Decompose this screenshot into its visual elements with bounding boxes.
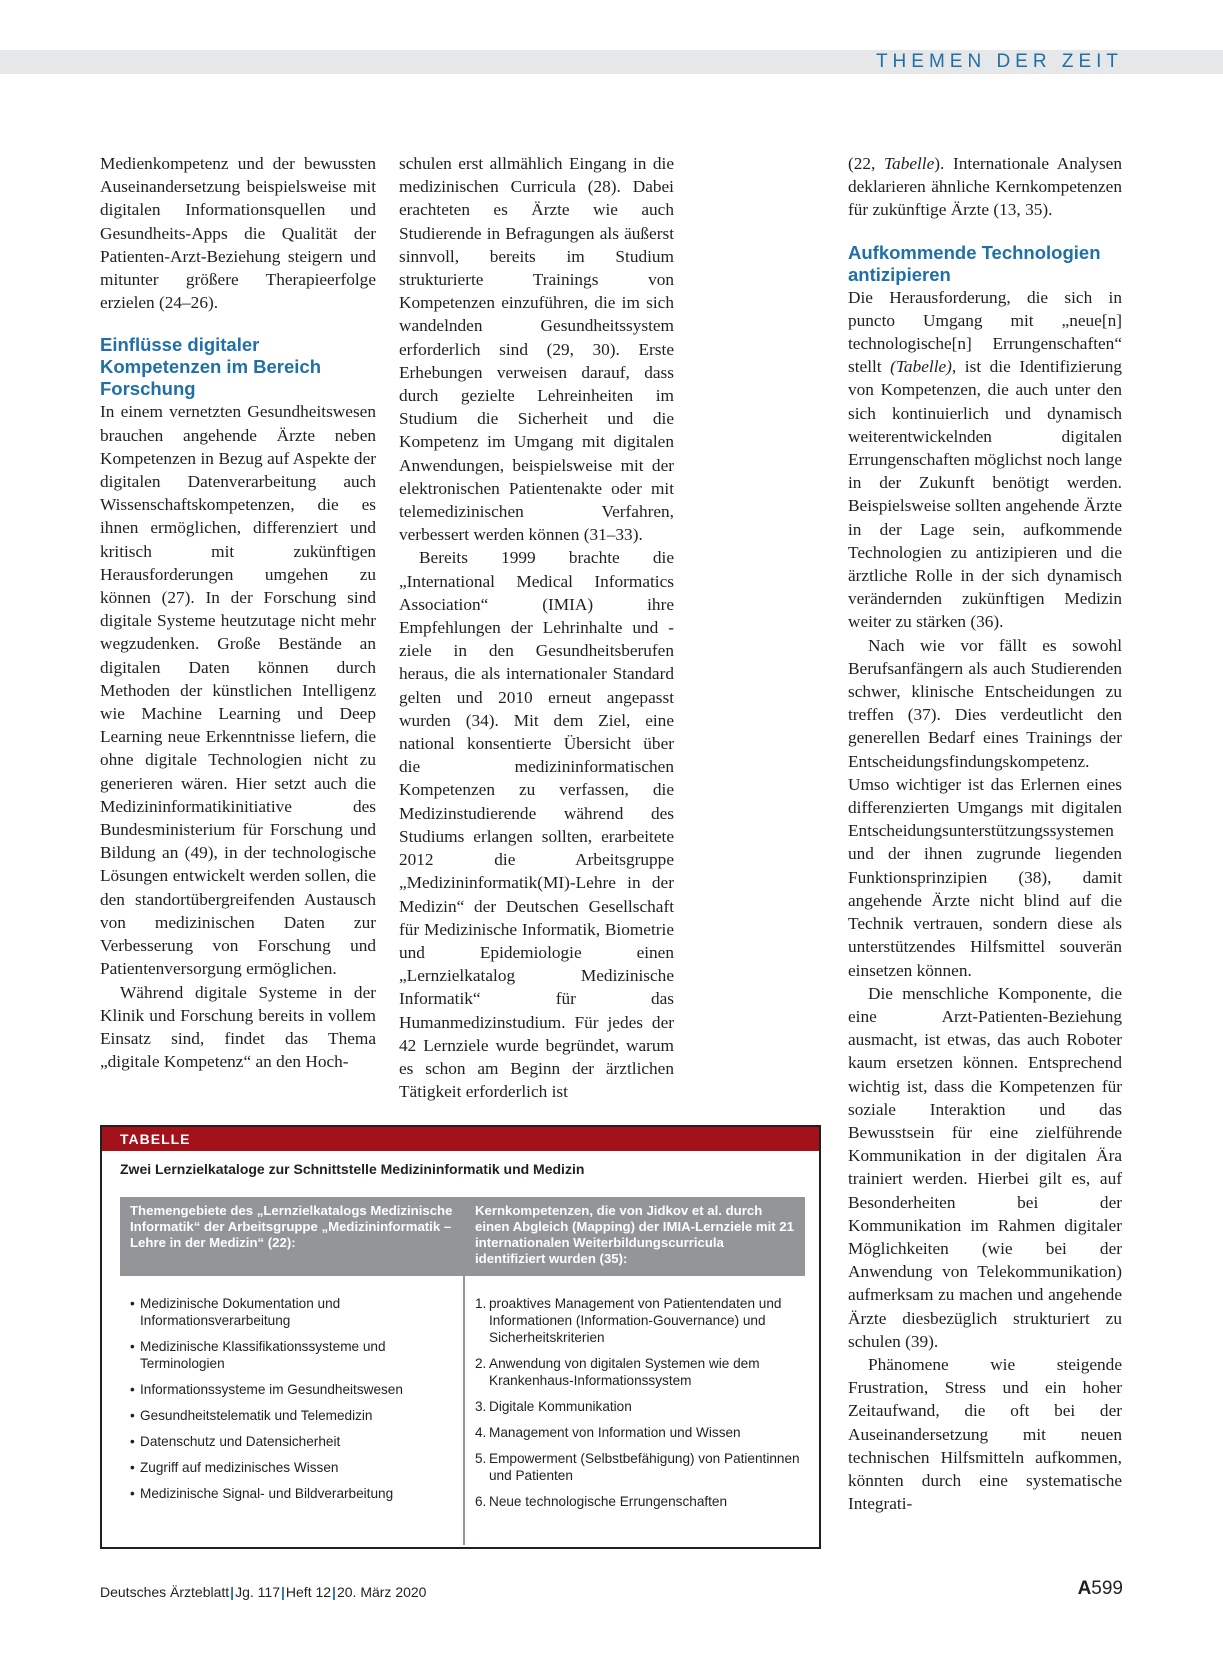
bullet-icon: • — [130, 1339, 135, 1354]
item-number: 2. — [475, 1356, 487, 1371]
topic-item — [130, 1381, 450, 1398]
date: 20. März 2020 — [336, 1584, 427, 1600]
topic-item — [130, 1433, 450, 1450]
topic-item — [130, 1407, 450, 1424]
topic-item — [130, 1338, 450, 1372]
competency-item — [475, 1398, 803, 1415]
column-divider — [463, 1197, 465, 1545]
paragraph: Nach wie vor fällt es sowohl Berufsanfängern als auch Studierenden schwer, klinische Entscheidungen zu treffen (37). Dies verdeutlicht den generellen Bedarf eines Trainings der Entscheidungsfindungskompetenz. Umso wichtiger ist das Erlernen eines differenzierten Umgangs mit digitalen Entscheidungsunterstützungssystemen und der ihnen zugrunde liegenden Funktionsprinzipien (38), damit angehende Ärzte nicht blind auf die Technik vertrauen, sondern diese als unterstützendes Hilfsmittel souverän einsetzen können. — [848, 635, 1122, 980]
section-title: THEMEN DER ZEIT — [875, 51, 1123, 72]
table-reference: (Tabelle) — [890, 357, 952, 377]
table-column-header: Kernkompetenzen, die von Jidkov et al. durch einen Abgleich (Mapping) der IMIA-Lernziele mit 21 internationalen Weiterbildungscurricula identifiziert wurden (35): — [465, 1197, 805, 1275]
topic-item-text: Medizinische Klassifikationssysteme und Terminologien — [140, 1339, 386, 1371]
topic-item-text: Gesundheitstelematik und Telemedizin — [140, 1408, 373, 1423]
topic-item — [130, 1485, 450, 1502]
bullet-icon: • — [130, 1382, 135, 1397]
topic-item-text: Zugriff auf medizinisches Wissen — [140, 1460, 339, 1475]
volume: Jg. 117 — [235, 1584, 280, 1600]
paragraph: schulen erst allmählich Eingang in die medizinischen Curricula (28). Dabei erachteten es Ärzte wie auch Studierende in Befragungen als äußerst sinnvoll, bereits im Studium strukturierte Trainings von Kompetenzen einzuführen, die im sich wandelnden Gesundheitssystem erforderlich sind (29, 30). Erste Erhebungen verweisen darauf, dass durch gezielte Lehreinheiten im Studium die Sicherheit und die Kompetenz im Umgang mit digitalen Anwendungen, beispielsweise mit der elektronischen Patientenakte oder mit telemedizinischen Verfahren, verbessert werden können (31–33). — [399, 154, 674, 545]
competency-item-text: proaktives Management von Patientendaten und Informationen (Information-Gouvernance) und Sicherheitskriterien — [489, 1296, 782, 1345]
competency-item — [475, 1450, 803, 1484]
paragraph: Phänomene wie steigende Frustration, Stress und ein hoher Zeitaufwand, die oft bei der Auseinandersetzung mit neuen technischen Hilfsmitteln aufkommen, könnten durch eine systematische Integrati- — [848, 1354, 1122, 1514]
competency-item-text: Empowerment (Selbstbefähigung) von Patientinnen und Patienten — [489, 1451, 800, 1483]
paragraph: (22, Tabelle). Internationale Analysen deklarieren ähnliche Kernkompetenzen für zukünftige Ärzte (13, 35). — [848, 154, 1122, 220]
topic-item-text: Medizinische Signal- und Bildverarbeitung — [140, 1486, 394, 1501]
item-number: 4. — [475, 1425, 487, 1440]
issue: Heft 12 — [285, 1584, 332, 1600]
item-number: 3. — [475, 1399, 487, 1414]
bullet-icon: • — [130, 1486, 135, 1501]
article-column-1 — [100, 152, 376, 1073]
separator: | — [332, 1584, 336, 1600]
paragraph: Bereits 1999 brachte die „International Medical Informatics Association“ (IMIA) ihre Empfehlungen der Lehrinhalte und -ziele in den Gesundheitsberufen heraus, die als internationaler Standard gelten und 2010 erneut angepasst wurden (34). Mit dem Ziel, eine national konsentierte Übersicht über die medizininformatischen Kompetenzen zu verfassen, die Medizinstudierende während des Studiums erlangen sollten, erarbeitete 2012 die Arbeitsgruppe „Medizininformatik(MI)-Lehre in der Medizin“ der Deutschen Gesellschaft für Medizinische Informatik, Biometrie und Epidemiologie einen „Lernzielkatalog Medizinische Informatik“ für das Humanmedizinstudium. Für jedes der 42 Lernziele wurde begründet, warum es schon am Beginn der ärztlichen Tätigkeit erforderlich ist — [399, 548, 674, 1102]
topic-list — [130, 1295, 450, 1511]
competency-item — [475, 1295, 803, 1346]
paragraph: Die Herausforderung, die sich in puncto Umgang mit „neue[n] technologische[n] Errungenschaften“ stellt (Tabelle), ist die Identifizierung von Kompetenzen, die auch unter den sich kontinuierlich und dynamisch weiterentwickelnden digitalen Errungenschaften möglichst noch lange in der Zukunft benötigt werden. Beispielsweise sollten angehende Ärzte in der Lage sein, aufkommende Technologien zu antizipieren und die ärztliche Rolle in der sich dynamisch verändernden zukünftigen Medizin weiter zu stärken (36). — [848, 287, 1123, 632]
footer — [100, 1584, 426, 1600]
competency-item-text: Anwendung von digitalen Systemen wie dem Krankenhaus-Informationssystem — [489, 1356, 760, 1388]
item-number: 5. — [475, 1451, 487, 1466]
article-column-3 — [848, 152, 1122, 1515]
topic-item-text: Medizinische Dokumentation und Informationsverarbeitung — [140, 1296, 341, 1328]
table-tag: TABELLE — [102, 1127, 819, 1151]
paragraph: In einem vernetzten Gesundheitswesen brauchen angehende Ärzte neben Kompetenzen in Bezug auf Aspekte der digitalen Datenverarbeitung auch Wissenschaftskompetenzen, die es ihnen ermöglichen, differenziert und kritisch mit zukünftigen Herausforderungen umgehen zu können (27). In der Forschung sind digitale Systeme heutzutage nicht mehr wegzudenken. Große Bestände an digitalen Daten können durch Methoden der künstlichen Intelligenz wie Machine Learning und Deep Learning neue Erkenntnisse liefern, die ohne digitale Technologien nicht zu generieren wären. Hier setzt auch die Medizininformatikinitiative des Bundesministerium für Forschung und Bildung an (49), in der technologische Lösungen entwickelt werden sollen, die den standortübergreifenden Austausch von medizinischen Daten zur Verbesserung von Forschung und Patientenversorgung ermöglichen. — [100, 402, 376, 979]
competency-item — [475, 1355, 803, 1389]
competency-item-text: Digitale Kommunikation — [489, 1399, 632, 1414]
bullet-icon: • — [130, 1296, 135, 1311]
competency-item — [475, 1424, 803, 1441]
table-reference: Tabelle — [884, 154, 935, 173]
topic-item — [130, 1295, 450, 1329]
table-title: Zwei Lernzielkataloge zur Schnittstelle Medizininformatik und Medizin — [120, 1161, 585, 1177]
paragraph: Die menschliche Komponente, die eine Arzt-Patienten-Beziehung ausmacht, ist etwas, das auch Roboter kaum ersetzen können. Entsprechend wichtig ist, dass die Kompetenzen für soziale Interaktion und das Bewusstsein für eine zielführende Kommunikation in der digitalen Ära trainiert werden. Hierbei gilt es, auf Besonderheiten bei der Kommunikation im Rahmen digitaler Möglichkeiten (wie bei der Anwendung von Telekommunikation) aufmerksam zu machen und angehende Ärzte diesbezüglich strukturiert zu schulen (39). — [848, 983, 1122, 1351]
section-heading: Einflüsse digitaler Kompetenzen im Bereich Forschung — [100, 334, 322, 400]
item-number: 1. — [475, 1296, 487, 1311]
bullet-icon: • — [130, 1408, 135, 1423]
bullet-icon: • — [130, 1434, 135, 1449]
article-column-2 — [399, 152, 674, 1103]
topic-item — [130, 1459, 450, 1476]
journal-name: Deutsches Ärzteblatt — [100, 1584, 230, 1600]
table-column-header: Themengebiete des „Lernzielkatalogs Medizinische Informatik“ der Arbeitsgruppe „Medizininformatik – Lehre in der Medizin“ (22): — [120, 1197, 463, 1275]
topic-item-text: Datenschutz und Datensicherheit — [140, 1434, 341, 1449]
separator: | — [280, 1584, 285, 1600]
paragraph: Medienkompetenz und der bewussten Auseinandersetzung beispielsweise mit digitalen Informationsquellen und Gesundheits-Apps die Qualität der Patienten-Arzt-Beziehung steigern und mitunter größere Therapieerfolge erzielen (24–26). — [100, 154, 376, 313]
table-box — [100, 1125, 821, 1549]
header-divider — [120, 1275, 805, 1276]
bullet-icon: • — [130, 1460, 135, 1475]
competency-item — [475, 1493, 803, 1510]
separator: | — [230, 1584, 235, 1600]
section-heading: Aufkommende Technologien antizipieren — [848, 241, 1101, 285]
competency-item-text: Neue technologische Errungenschaften — [489, 1494, 728, 1509]
item-number: 6. — [475, 1494, 487, 1509]
topic-item-text: Informationssysteme im Gesundheitswesen — [140, 1382, 403, 1397]
page-number: A599 — [1077, 1578, 1123, 1599]
paragraph: Während digitale Systeme in der Klinik und Forschung bereits in vollem Einsatz sind, findet das Thema „digitale Kompetenz“ an den Hoch- — [100, 982, 376, 1072]
competency-item-text: Management von Information und Wissen — [489, 1425, 741, 1440]
competency-list — [475, 1295, 803, 1519]
